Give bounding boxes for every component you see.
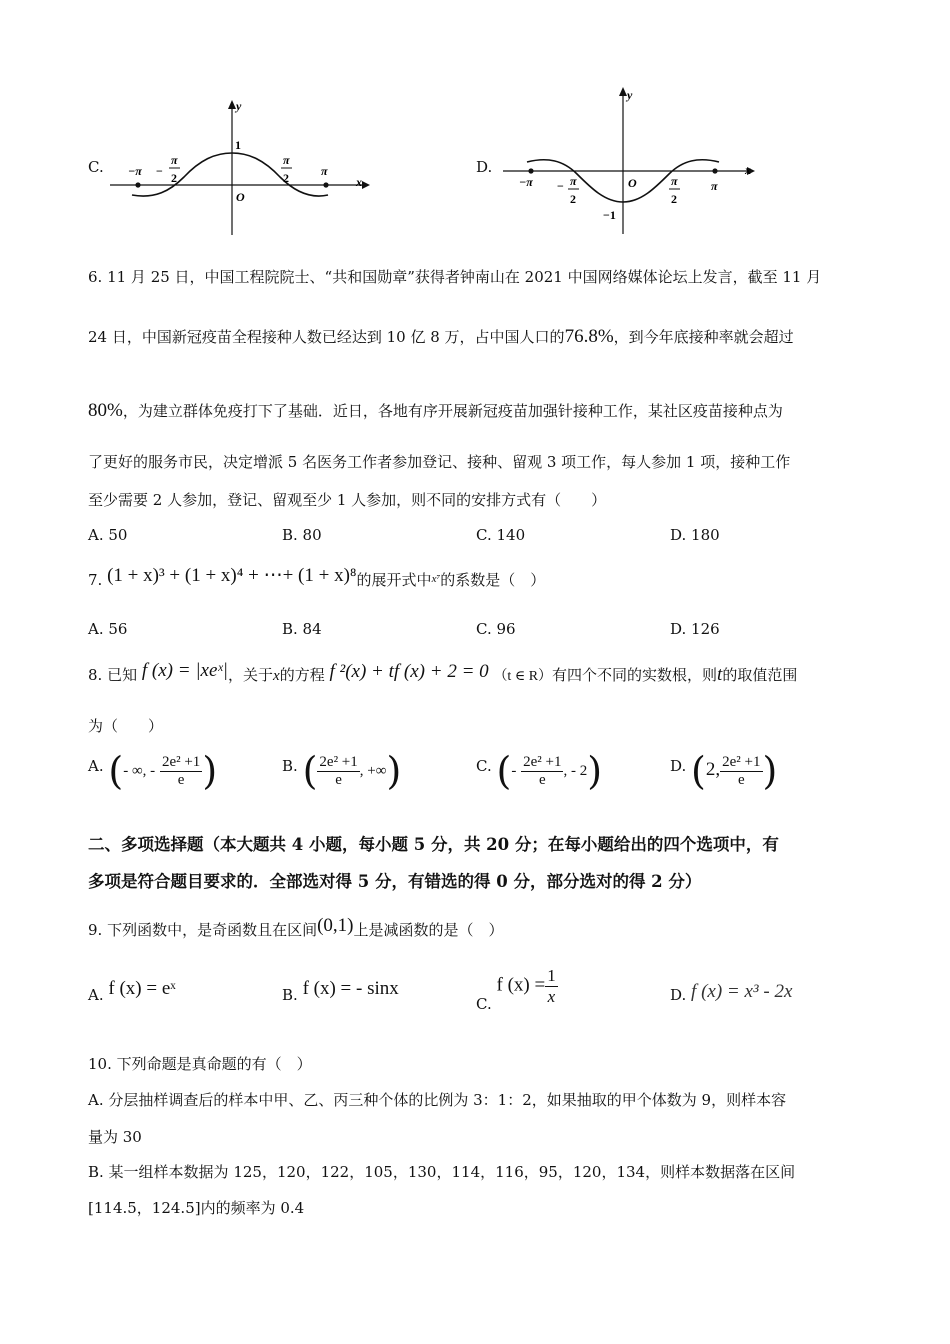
q9-option-d-expr: f (x) = x³ - 2x: [691, 981, 793, 1002]
graph-c-x-arrow: [362, 181, 370, 189]
option-c-label: C.: [88, 158, 104, 176]
graph-d-x-label: x: [745, 163, 751, 177]
q8-option-b-label: B.: [282, 757, 298, 775]
graph-c-neg-half-minus: −: [156, 164, 163, 178]
q8-option-c-den: e: [538, 771, 546, 788]
q8-line1: [88, 660, 798, 688]
q8-text-c: 有四个不同的实数根，则: [552, 666, 718, 684]
q6-option-d: D. 180: [670, 526, 720, 544]
graph-c-origin: O: [236, 190, 245, 204]
q8-option-d-label: D.: [670, 757, 687, 775]
q7-text-a: 的展开式中: [356, 571, 432, 589]
graph-c-half-den: 2: [283, 171, 289, 185]
q6-line3: [88, 400, 783, 422]
q7-expression: (1 + x)³ + (1 + x)⁴ + ⋯+ (1 + x)⁸: [107, 565, 357, 586]
q8-option-a: A. (- ∞, - $\frac{\text{2e² +1}}{e}$ ): [88, 749, 218, 793]
q6-option-a: A. 50: [88, 526, 128, 544]
graph-d-origin: O: [628, 176, 637, 190]
graph-d-y-label: y: [627, 88, 633, 102]
graph-c: [100, 95, 380, 240]
q9-option-c: [476, 966, 558, 1013]
q9-option-a-label: A.: [88, 986, 104, 1004]
q7-line: [88, 565, 546, 593]
graph-c-y-label: y: [236, 99, 242, 113]
section2-heading-line2: 多项是符合题目要求的．全部选对得 5 分，有错选的得 0 分，部分选对的得 2 分）: [88, 872, 702, 891]
graph-c-y-arrow: [228, 100, 236, 109]
graph-c-half-num: π: [283, 153, 290, 167]
q8-t: t: [717, 664, 723, 685]
q8-option-c-num: 2e² +1: [523, 753, 562, 770]
q6-line2: [88, 326, 794, 348]
graph-c-point-neg-pi: [135, 182, 140, 187]
q8-option-c-right: , - 2: [563, 763, 588, 779]
q9-interval: (0,1): [317, 915, 354, 936]
q8-option-b-num: 2e² +1: [319, 753, 358, 770]
q8-option-c: C. (- $\frac{\text{2e² +1}}{e}$ , - 2): [476, 749, 603, 793]
q7-number: 7.: [88, 571, 103, 589]
graph-c-point-pi: [323, 182, 328, 187]
q9-option-c-lhs: f (x) =: [496, 974, 546, 996]
q6-line2-a: 24 日，中国新冠疫苗全程接种人数已经达到 10 亿 8 万，占中国人口的: [88, 328, 565, 346]
graph-d-pi: π: [711, 179, 718, 193]
q8-option-b: B. ( $\frac{\text{2e² +1}}{e}$ , +∞): [282, 749, 402, 793]
q8-fx: f (x) = |xeˣ|: [141, 660, 228, 681]
q6-line4: 了更好的服务市民，决定增派 5 名医务工作者参加登记、接种、留观 3 项工作，每人参加 1 项，接种工作: [88, 453, 791, 471]
q8-line2: 为（ ）: [88, 717, 164, 735]
q8-text-d: 的取值范围: [722, 666, 798, 684]
q8-text-b: 的方程: [279, 666, 325, 684]
graph-d-point-pi: [712, 168, 717, 173]
q8-condition: （t ∈ R）: [493, 669, 553, 684]
graph-d-half-den: 2: [671, 192, 677, 206]
q6-pct-768: 76.8%: [564, 326, 614, 347]
q9-option-b: [282, 978, 399, 1006]
q8-option-b-den: e: [335, 771, 342, 788]
q8-option-d-left: 2,: [705, 759, 721, 780]
section2-heading-line1: 二、多项选择题（本大题共 4 小题，每小题 5 分，共 20 分；在每小题给出的四个选项中，有: [88, 835, 779, 854]
q10-option-b-line2: [114.5，124.5]内的频率为 0.4: [88, 1199, 305, 1217]
q9-option-c-num: 1: [547, 966, 556, 985]
q6-line5: 至少需要 2 人参加，登记、留观至少 1 人参加，则不同的安排方式有（ ）: [88, 491, 607, 509]
q8-option-a-num: 2e² +1: [161, 753, 201, 770]
q9-option-a: [88, 978, 176, 1006]
q8-equation: f ²(x) + tf (x) + 2 = 0: [329, 661, 489, 682]
q9-text-b: 上是减函数的是（ ）: [353, 921, 504, 939]
q8-option-b-right: , +∞: [359, 763, 387, 779]
graph-d-neg-one: −1: [603, 208, 616, 222]
q9-option-d-label: D.: [670, 986, 687, 1004]
q9-option-b-expr: f (x) = - sinx: [302, 978, 399, 999]
q9-text-a: 9. 下列函数中，是奇函数且在区间: [88, 921, 318, 939]
q6-pct-80: 80%: [88, 400, 123, 421]
q6-line1: 6. 11 月 25 日，中国工程院院士、“共和国勋章”获得者钟南山在 2021 中国网络媒体论坛上发言，截至 11 月: [88, 268, 822, 286]
graph-d-y-arrow: [619, 87, 627, 96]
q8-text-a: ，关于: [228, 666, 274, 684]
q8-option-c-left: -: [511, 763, 517, 779]
q9-option-d: [670, 981, 793, 1006]
q9-option-b-label: B.: [282, 986, 298, 1004]
q7-option-c: C. 96: [476, 620, 516, 638]
graph-d-half-num: π: [671, 174, 678, 188]
graph-c-neg-half-den: 2: [171, 171, 177, 185]
q9-option-c-den: x: [547, 987, 556, 1006]
q8-option-d: D. (2, $\frac{\text{2e² +1}}{e}$ ): [670, 749, 778, 793]
q7-option-b: B. 84: [282, 620, 322, 638]
graph-c-x-label: x: [356, 175, 362, 189]
q7-text-b: 的系数是（ ）: [440, 571, 546, 589]
graph-c-one: 1: [235, 138, 241, 152]
q10-option-a-line2: 量为 30: [88, 1128, 142, 1146]
q7-option-d: D. 126: [670, 620, 720, 638]
graph-c-neg-half-num: π: [171, 153, 178, 167]
q6-line2-b: ，到今年底接种率就会超过: [613, 328, 794, 346]
q9-option-a-expr: f (x) = eˣ: [108, 978, 176, 999]
q8-option-c-label: C.: [476, 757, 492, 775]
graph-d-neg-half-den: 2: [570, 192, 576, 206]
q7-x7: x⁷: [431, 573, 441, 585]
q9-option-c-label: C.: [476, 994, 492, 1013]
q9-line: [88, 915, 504, 941]
graph-c-neg-pi: −π: [128, 164, 142, 178]
q10-line1: 10. 下列命题是真命题的有（ ）: [88, 1055, 312, 1073]
graph-d-neg-half-num: π: [570, 174, 577, 188]
graph-d: [495, 82, 765, 237]
q10-option-b-line1: B. 某一组样本数据为 125，120，122，105，130，114，116，95，120，134，则样本数据落在区间: [88, 1163, 796, 1181]
graph-d-neg-pi: −π: [519, 175, 533, 189]
q8-option-a-label: A.: [88, 757, 104, 775]
graph-d-point-neg-pi: [528, 168, 533, 173]
q8-x: x: [273, 668, 280, 684]
q6-option-c: C. 140: [476, 526, 526, 544]
graph-c-pi: π: [321, 164, 328, 178]
q6-option-b: B. 80: [282, 526, 322, 544]
option-d-label: D.: [476, 158, 493, 176]
q8-option-a-den: e: [177, 771, 185, 788]
q7-option-a: A. 56: [88, 620, 128, 638]
q8-option-d-num: 2e² +1: [722, 753, 761, 770]
q10-option-a-line1: A. 分层抽样调查后的样本中甲、乙、丙三种个体的比例为 3：1：2，如果抽取的甲个体数为 9，则样本容: [88, 1091, 787, 1109]
q6-line3-b: ，为建立群体免疫打下了基础．近日，各地有序开展新冠疫苗加强针接种工作，某社区疫苗接种点为: [122, 402, 783, 420]
q8-option-d-den: e: [737, 771, 745, 788]
q8-option-a-left: - ∞, -: [123, 763, 156, 779]
graph-d-neg-half-minus: −: [557, 179, 564, 193]
q8-number: 8. 已知: [88, 666, 138, 684]
